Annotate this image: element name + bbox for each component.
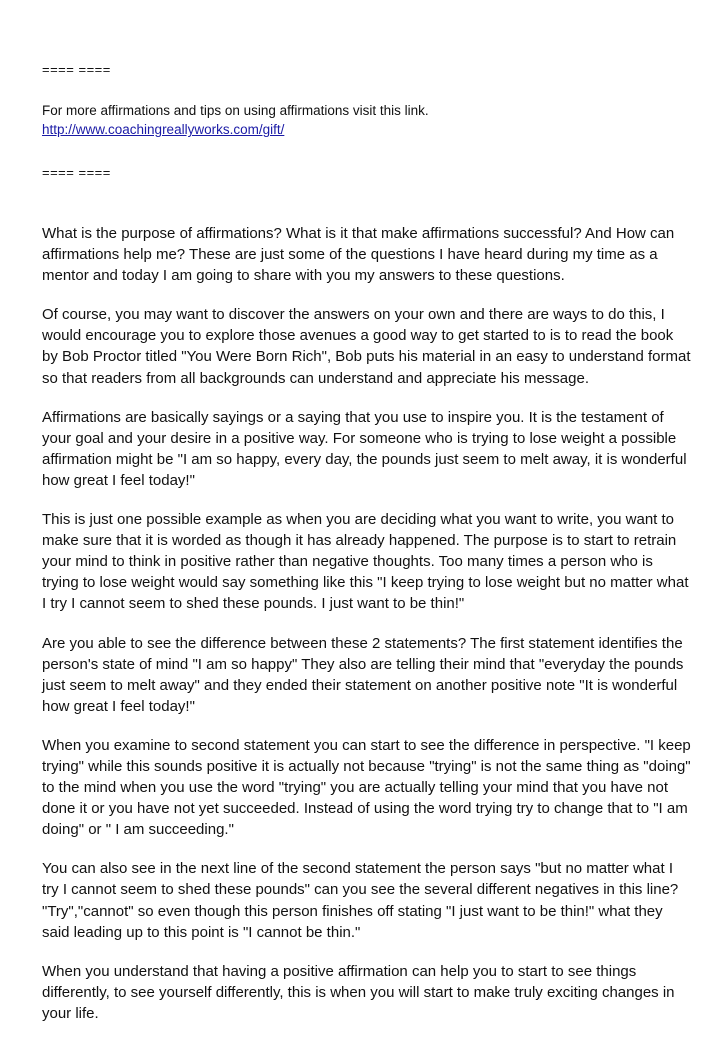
paragraph-7: You can also see in the next line of the second statement the person says "but no matter what I try I cannot seem to shed these pounds" can you see the several different negatives in this line? "Try","cannot" so even though this person finishes off stating "I just want to be thin!" what they said leading up to this point is "I cannot be thin." [42,860,679,941]
promo-link[interactable]: http://www.coachingreallyworks.com/gift/ [42,122,285,137]
document-page [42,62,692,1042]
paragraph-3: Affirmations are basically sayings or a saying that you use to inspire you. It is the testament of your goal and your desire in a positive way. For someone who is trying to lose weight a possible affirmation might be "I am so happy, every day, the pounds just seem to melt away, it is wonderful how great I feel today!" [42,408,687,489]
paragraph-5: Are you able to see the difference between these 2 statements? The first statement identifies the person's state of mind "I am so happy" They also are telling their mind that "everyday the pounds just seem to melt away" and they ended their statement on another positive note "It is wonderful how great I feel today!" [42,634,684,715]
paragraph-1: What is the purpose of affirmations? What is it that make affirmations successful? And How can affirmations help me? These are just some of the questions I have heard during my time as a mentor and today I am going to share with you my answers to these questions. [42,225,675,285]
paragraph-8: When you understand that having a positive affirmation can help you to start to see things differently, to see yourself differently, this is when you will start to make truly exciting changes in your life. [42,962,675,1022]
article-body [42,223,692,1024]
paragraph-2: Of course, you may want to discover the answers on your own and there are ways to do this, I would encourage you to explore those avenues a good way to get started to is to read the book by Bob Proctor titled "You Were Born Rich", Bob puts his material in an easy to understand format so that readers from all backgrounds can understand and appreciate his message. [42,306,691,387]
separator-top: ==== ==== [42,62,111,77]
separator-bottom: ==== ==== [42,165,111,180]
paragraph-4: This is just one possible example as when you are deciding what you want to write, you want to make sure that it is worded as though it has already happened. The purpose is to start to retrain your mind to think in positive rather than negative thoughts. Too many times a person who is trying to lose weight would say something like this "I keep trying to lose weight but no matter what I try I cannot seem to shed these pounds. I just want to be thin!" [42,511,689,613]
promo-text: For more affirmations and tips on using affirmations visit this link. [42,103,429,118]
paragraph-6: When you examine to second statement you can start to see the difference in perspective. "I keep trying" while this sounds positive it is actually not because "trying" is not the same thing as "doing" to the mind when you use the word "trying" you are actually telling your mind that you have not done it or you have not yet succeeded. Instead of using the word trying try to change that to "I am doing" or " I am succeeding." [42,736,691,839]
